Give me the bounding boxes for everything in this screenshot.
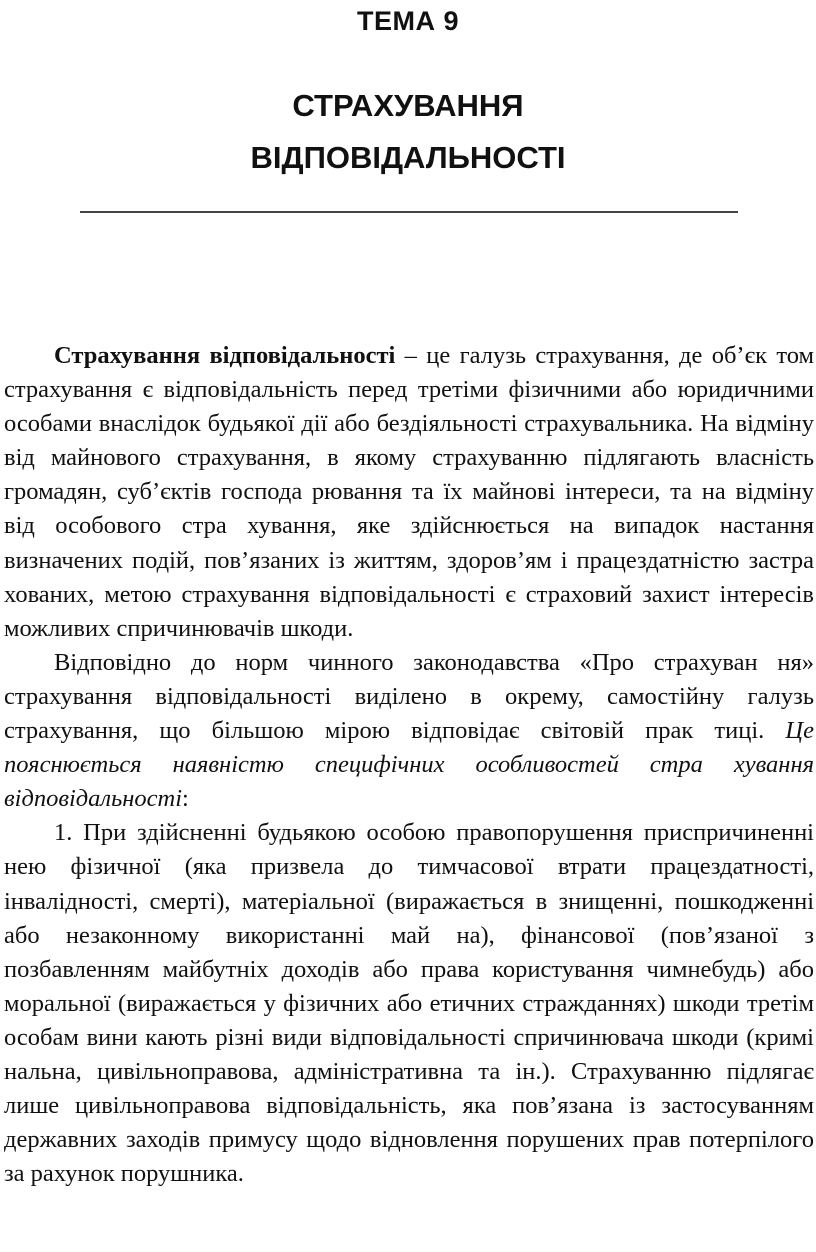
title-line-2: ВІДПОВІДАЛЬНОСТІ xyxy=(250,140,566,175)
title-line-1: СТРАХУВАННЯ xyxy=(292,88,524,123)
colon: : xyxy=(182,785,189,813)
page-title xyxy=(0,80,816,184)
topic-heading: ТЕМА 9 xyxy=(356,6,459,36)
definition-text: – це галузь страхування, де об’єк том страхування є відповідальність перед третіми фізичними або юридичними особами внаслідок будьякої дії або бездіяльності страхувальника. На відміну від майнового страхування, в якому страхуванню підлягають власність громадян, суб’єктів господа рювання та їх майнові інтереси, та на відміну від особового стра хування, яке здійснюється на випадок настання визначених подій, пов’язаних із життям, здоров’ям і працездатністю застра хованих, метою страхування відповідальності є страховий захист інтересів можливих спричинювачів шкоди. xyxy=(4,342,815,642)
item-1-text: 1. При здійсненні будьякою особою правопорушення приспричиненні нею фізичної (яка призвела до тимчасової втрати працездатності, інвалідності, смерті), матеріальної (виражається в знищенні, пошкодженні або незаконному використанні май на), фінансової (пов’язаної з позбавленням майбутніх доходів або права користування чимнебудь) або моральної (виражається у фізичних або етичних стражданнях) шкоди третім особам вини кають різні види відповідальності спричинювача шкоди (кримі нальна, цивільноправова, адміністративна та ін.). Страхуванню підлягає лише цивільноправова відповідальність, яка пов’язана із застосуванням державних заходів примусу щодо відновлення порушених прав потерпілого за рахунок порушника. xyxy=(4,819,814,1188)
italic-statement: Це пояснюється наявністю специфічних особливостей стра хування відповідальності xyxy=(4,717,814,813)
paragraph-item-1 xyxy=(4,816,814,1191)
body-text xyxy=(4,339,814,1191)
paragraph-definition xyxy=(4,339,814,646)
title-divider xyxy=(80,211,738,213)
legislation-text: Відповідно до норм чинного законодавства «Про страхуван ня» страхування відповідальності виділено в окрему, самостійну галузь страхування, що більшою мірою відповідає світовій прак тиці. xyxy=(4,648,814,745)
term-bold: Страхування відповідальності xyxy=(54,342,396,369)
paragraph-legislation xyxy=(4,646,814,816)
